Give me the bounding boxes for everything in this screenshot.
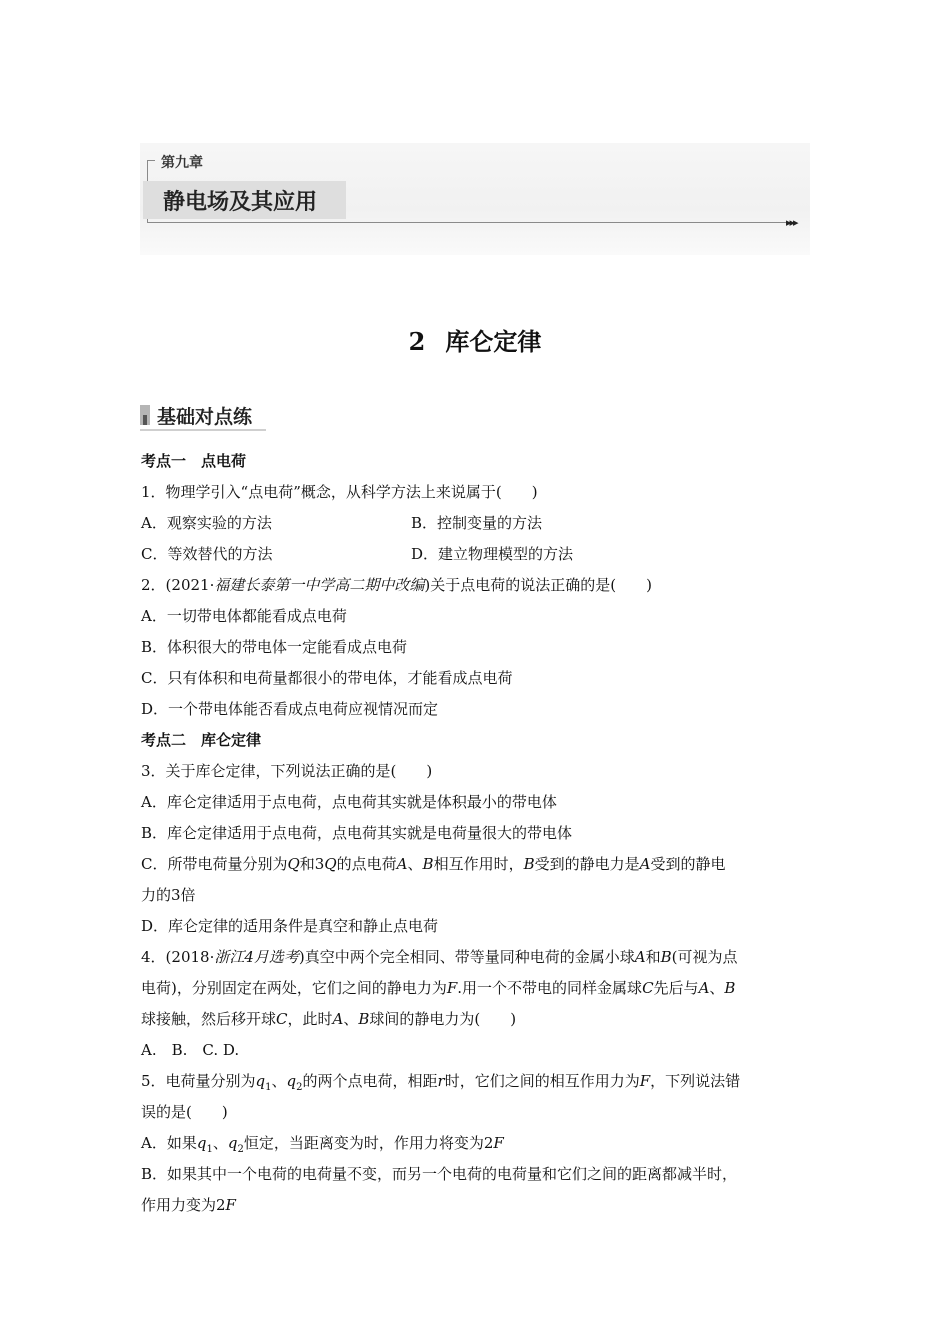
var: F <box>639 1072 651 1090</box>
var: B <box>422 855 434 873</box>
var: A <box>698 979 710 997</box>
question-3-option-d: D．库仑定律的适用条件是真空和静止点电荷 <box>141 917 439 935</box>
text: .用一个不带电的同样金属球 <box>457 979 643 997</box>
question-3-option-a: A．库仑定律适用于点电荷，点电荷其实就是体积最小的带电体 <box>141 793 557 811</box>
question-1-option-d: D．建立物理模型的方法 <box>411 545 574 563</box>
var: C <box>276 1010 288 1028</box>
var: C <box>642 979 654 997</box>
section-marker-icon <box>143 415 147 425</box>
text: 球接触，然后移开球 <box>141 1010 277 1028</box>
question-1-stem: 1．物理学引入“点电荷”概念，从科学方法上来说属于( ) <box>141 483 538 501</box>
text: )真空中两个完全相同、带等量同种电荷的金属小球 <box>298 948 635 966</box>
text: 、 <box>709 979 725 997</box>
text: 恒定，当距离变为时，作用力将变为2 <box>243 1134 494 1152</box>
text: 、 <box>407 855 423 873</box>
question-1-options-row <box>141 539 811 570</box>
question-2-source: 福建长泰第一中学高二期中改编 <box>214 576 425 594</box>
text: 和3 <box>299 855 325 873</box>
var: F <box>446 979 458 997</box>
text: ，下列说法错 <box>650 1072 741 1090</box>
text: 时，它们之间的相互作用力为 <box>444 1072 640 1090</box>
triple-arrow-icon: ▸▸▸ <box>786 216 797 229</box>
text: 作用力变为2 <box>141 1196 226 1214</box>
question-2-option-c: C．只有体积和电荷量都很小的带电体，才能看成点电荷 <box>141 669 513 687</box>
lesson-title <box>0 322 950 357</box>
chapter-title: 静电场及其应用 <box>163 190 318 215</box>
text: ，此时 <box>287 1010 333 1028</box>
question-1-option-a: A．观察实验的方法 <box>141 514 272 532</box>
question-4-stem-line2 <box>141 973 811 1004</box>
subscript: 1 <box>265 1082 272 1093</box>
section-underline <box>140 429 266 431</box>
question-2-stem <box>141 570 811 601</box>
question-5-option-b: B．如果其中一个电荷的电荷量不变，而另一个电荷的电荷量和它们之间的距离都减半时， <box>141 1165 738 1183</box>
subscript: 2 <box>237 1144 244 1155</box>
question-5-stem-line1 <box>141 1066 811 1097</box>
text: A．如果 <box>141 1134 197 1152</box>
var: B <box>724 979 736 997</box>
text: 、 <box>271 1072 287 1090</box>
subscript: 2 <box>296 1082 303 1093</box>
lesson-number: 2 <box>408 327 426 356</box>
text: 相互作用时， <box>433 855 524 873</box>
question-5-stem-line2: 误的是( ) <box>141 1103 228 1121</box>
var: A <box>332 1010 344 1028</box>
question-5-option-b-cont <box>141 1190 811 1221</box>
var: q <box>196 1134 207 1152</box>
text: 的点电荷 <box>336 855 397 873</box>
question-5-option-a <box>141 1128 811 1159</box>
knowledge-point-1: 考点一 点电荷 <box>141 452 247 470</box>
text: 球间的静电力为( ) <box>369 1010 517 1028</box>
var: q <box>255 1072 266 1090</box>
var: r <box>437 1072 445 1090</box>
question-4-stem-line3 <box>141 1004 811 1035</box>
text: 、 <box>212 1134 228 1152</box>
var: q <box>227 1134 238 1152</box>
var: A <box>396 855 408 873</box>
text: 4．(2018· <box>141 948 215 966</box>
var: B <box>523 855 535 873</box>
question-1-option-b: B．控制变量的方法 <box>411 514 543 532</box>
text: 受到的静电 <box>650 855 726 873</box>
banner-frame-line <box>147 222 787 223</box>
question-1-options-row <box>141 508 811 539</box>
question-2-stem-post: )关于点电荷的说法正确的是( ) <box>424 576 652 594</box>
var: A <box>639 855 651 873</box>
question-3-option-c-cont: 力的3倍 <box>141 886 196 904</box>
question-3-option-c <box>141 849 811 880</box>
var: B <box>660 948 672 966</box>
var: A <box>634 948 646 966</box>
var: F <box>225 1196 236 1214</box>
question-4-stem-line1 <box>141 942 811 973</box>
question-4-options: A. B. C. D. <box>141 1041 240 1059</box>
text: 5．电荷量分别为 <box>141 1072 256 1090</box>
var: F <box>493 1134 504 1152</box>
text: 和 <box>645 948 661 966</box>
text: 电荷)，分别固定在两处，它们之间的静电力为 <box>141 979 447 997</box>
var: q <box>286 1072 297 1090</box>
chapter-label: 第九章 <box>161 155 203 171</box>
knowledge-point-2: 考点二 库仑定律 <box>141 731 262 749</box>
question-2-option-a: A．一切带电体都能看成点电荷 <box>141 607 347 625</box>
var: Q <box>324 855 337 873</box>
text: 先后与 <box>653 979 699 997</box>
question-3-stem: 3．关于库仑定律，下列说法正确的是( ) <box>141 762 433 780</box>
subscript: 1 <box>206 1144 213 1155</box>
banner-frame-line <box>147 160 155 161</box>
var: B <box>358 1010 370 1028</box>
question-3-option-b: B．库仑定律适用于点电荷，点电荷其实就是电荷量很大的带电体 <box>141 824 573 842</box>
question-2-stem-pre: 2．(2021· <box>141 576 215 594</box>
text: 的两个点电荷，相距 <box>302 1072 438 1090</box>
text: (可视为点 <box>671 948 738 966</box>
text: C．所带电荷量分别为 <box>141 855 288 873</box>
question-2-option-d: D．一个带电体能否看成点电荷应视情况而定 <box>141 700 439 718</box>
var: Q <box>287 855 300 873</box>
question-1-option-c: C．等效替代的方法 <box>141 545 273 563</box>
lesson-name: 库仑定律 <box>445 327 542 356</box>
question-4-source: 浙江4月选考 <box>214 948 299 966</box>
text: 、 <box>343 1010 359 1028</box>
question-2-option-b: B．体积很大的带电体一定能看成点电荷 <box>141 638 408 656</box>
exercise-content <box>141 446 811 1221</box>
text: 受到的静电力是 <box>534 855 640 873</box>
section-title: 基础对点练 <box>157 406 253 428</box>
